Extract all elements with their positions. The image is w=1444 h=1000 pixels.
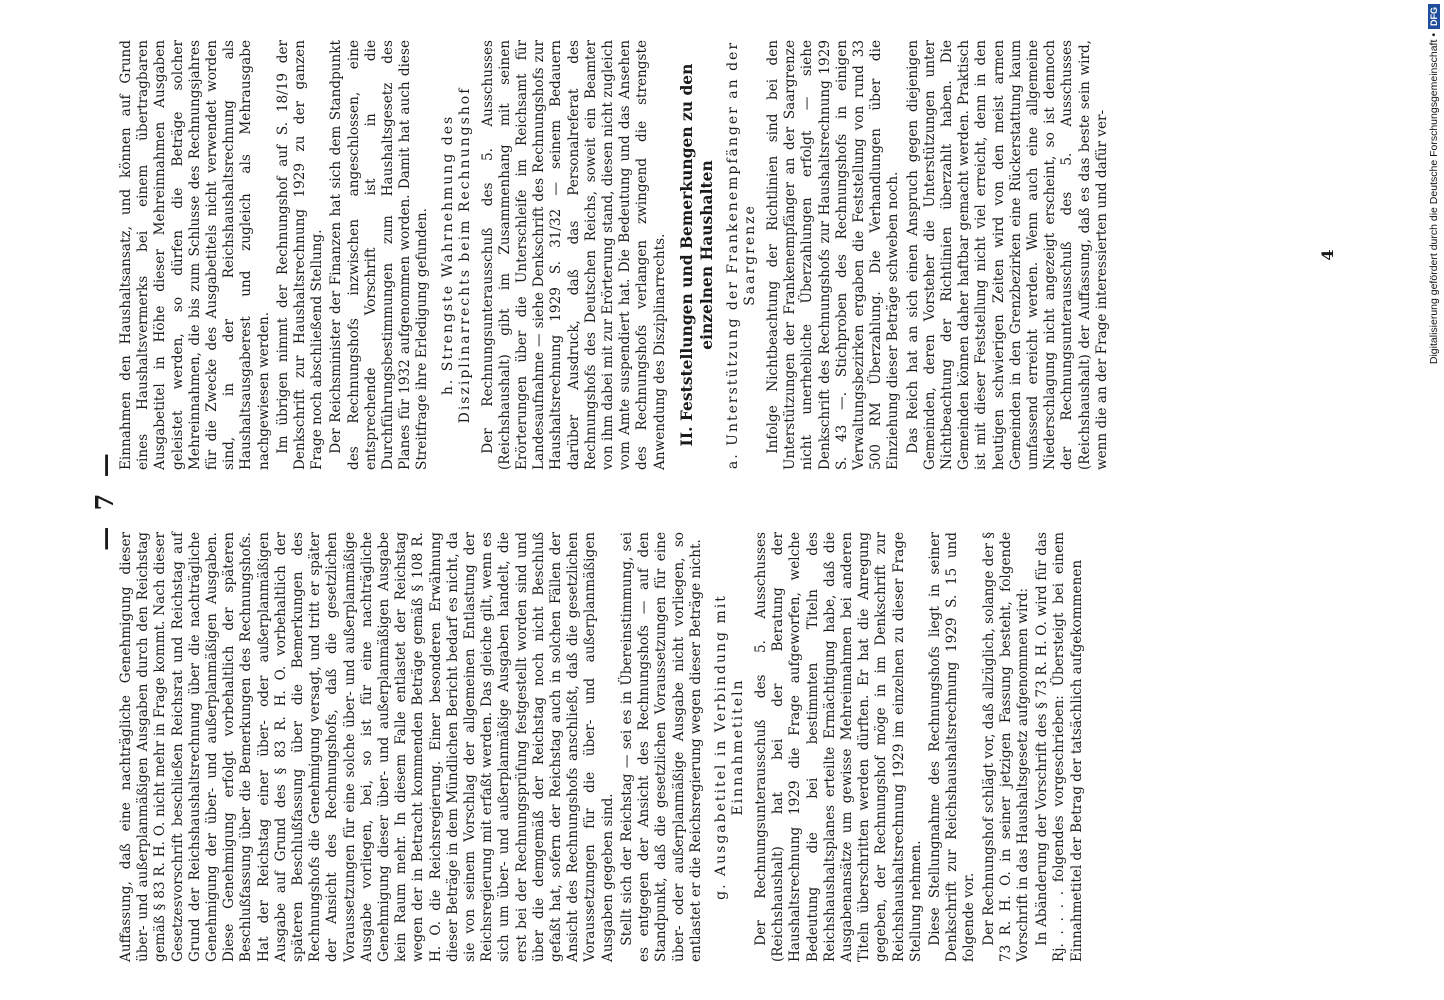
signature-mark: 4 <box>1318 249 1337 261</box>
paragraph: Im übrigen nimmt der Rechnungshof auf S. 18/19 der Denkschrift zur Haushaltsrechnung 1929 zu der ganzen Frage noch abschließend Stellung. <box>274 40 326 470</box>
paragraph: Das Reich hat an sich einen Anspruch gegen diejenigen Gemeinden, deren Vorsteher die Unterstützungen unter Nichtbeachtung der Richtlinien überzahlt haben. Die Gemeinden können daher haftbar gemacht werden. Praktisch ist mit dieser Feststellung nicht viel erreicht, denn in den heutigen schwierigen Zeiten wird von den meist armen Gemeinden in den Grenzbezirken eine Rückerstattung kaum umfassend erreicht werden. Wenn auch eine allgemeine Niederschlagung nicht angezeigt erscheint, so ist dennoch der Rechnungsunterausschuß des 5. Ausschusses (Reichshaushalt) der Auffassung, daß es das beste sein wird, wenn die an der Frage interessierten und dafür ver- <box>904 40 1110 470</box>
section-heading-II: II. Feststellungen und Bemerkungen zu den einzelnen Haushalten <box>676 63 716 447</box>
section-heading-h: h. Strengste Wahrnehmung des Disziplinarrechts beim Rechnungshof <box>439 86 473 424</box>
section-heading-a: a. Unterstützung der Frankenempfänger an der Saargrenze <box>724 40 758 470</box>
paragraph: Diese Stellungnahme des Rechnungshofs liegt in seiner Denkschrift zur Reichshaushaltsrechnung 1929 S. 15 und folgende vor. <box>926 532 978 962</box>
paragraph: Der Rechnungshof schlägt vor, daß allzüglich, solange der § 73 R. H. O. in seiner jetzigen Fassung besteht, folgende Vorschrift in das Haushaltsgesetz aufgenommen wird: <box>980 532 1031 962</box>
paragraph: Der Rechnungsunterausschuß des 5. Ausschusses (Reichshaushalt) hat bei der Beratung der Haushaltsrechnung 1929 die Frage aufgeworfen, welche Bedeutung die bei bestimmten Titeln des Reichshaushaltsplanes erteilte Ermächtigung habe, daß die Ausgabenansätze um gewisse Mehreinnahmen bei anderen Titeln überschritten werden dürften. Er hat die Anregung gegeben, der Rechnungshof möge in im Denkschrift zur Reichshaushaltsrechnung 1929 im einzelnen zu dieser Frage Stellung nehmen. <box>752 532 924 962</box>
paragraph: Stellt sich der Reichstag — sei es in Übereinstimmung, sei es entgegen der Ansicht des Rechnungshofs — auf den Standpunkt, daß die gesetzlichen Voraussetzungen für eine über- oder außerplanmäßige Ausgabe nicht vorliegen, so entlastet er die Reichsregierung wegen dieser Beträge nicht. <box>618 532 704 962</box>
dfg-logo: DFG <box>1428 4 1440 29</box>
rotated-document-page <box>90 30 1360 970</box>
page-number: — 7 — <box>90 449 119 551</box>
credit-text: Digitalisierung gefördert durch die Deutsche Forschungsgemeinschaft • <box>1428 33 1440 365</box>
section-heading-g: g. Ausgabetitel in Verbindung mit Einnahmetiteln <box>712 594 746 900</box>
paragraph: Der Reichsminister der Finanzen hat sich dem Standpunkt des Rechnungshofs inzwischen angeschlossen, eine entsprechende Vorschrift ist in die Durchführungsbestimmungen zum Haushaltsgesetz des Planes für 1932 aufgenommen worden. Damit hat auch diese Streitfrage ihre Erledigung gefunden. <box>328 40 431 470</box>
paragraph: Infolge Nichtbeachtung der Richtlinien sind bei den Unterstützungen der Frankenempfänger an der Saargrenze nicht unerhebliche Überzahlungen erfolgt — siehe Denkschrift des Rechnungshofs zur Haushaltsrechnung 1929 S. 43 —. Stichproben des Rechnungshofs in einigen Verwaltungsbezirken ergaben die Feststellung von rund 33 500 RM Überzahlung. Die Verhandlungen über die Einziehung dieser Beträge schweben noch. <box>764 40 902 470</box>
paragraph: Der Rechnungsunterausschuß des 5. Ausschusses (Reichshaushalt) gibt im Zusammenhang mit seinen Erörterungen über die Unterschleife im Reichsamt für Landesaufnahme — siehe Denkschrift des Rechnungshofs zur Haushaltsrechnung 1929 S. 31/32 — seinem Bedauern darüber Ausdruck, daß das Personalreferat des Rechnungshofs des Deutschen Reichs, soweit ein Beamter von ihm dabei mit zur Erörterung stand, diesen nicht zugleich vom Amte suspendiert hat. Die Bedeutung und das Ansehen des Rechnungshofs verlangen zwingend die strengste Anwendung des Disziplinarrechts. <box>479 40 668 470</box>
paragraph: Einnahmen den Haushaltsansatz, und können auf Grund eines Haushaltsvermerks bei einem übertragbaren Ausgabetitel in Höhe dieser Mehreinnahmen Ausgaben geleistet werden, so dürfen die Beträge solcher Mehreinnahmen, die bis zum Schlusse des Rechnungsjahres für die Zwecke des Ausgabetitels nicht verwendet worden sind, in der Reichshaushaltsrechnung als Haushaltsausgaberest und zugleich als Mehrausgabe nachgewiesen werden. <box>118 40 272 470</box>
paragraph: In Abänderung der Vorschrift des § 73 R. H. O. wird für das Rj. . . . . folgendes vorgeschrieben: Übersteigt bei einem Einnahmetitel der Betrag der tatsächlich aufgekommenen <box>1034 532 1085 962</box>
left-text-column <box>118 532 1088 962</box>
paragraph: Auffassung, daß eine nachträgliche Genehmigung dieser über- und außerplanmäßigen Ausgaben durch den Reichstag gemäß § 83 R. H. O. nicht mehr in Frage kommt. Nach dieser Gesetzesvorschrift beschließen Reichsrat und Reichstag auf Grund der Reichshaushaltsrechnung über die nachträgliche Genehmigung der über- und außerplanmäßigen Ausgaben. Diese Genehmigung erfolgt vorbehaltlich der späteren Beschlußfassung über die Bemerkungen des Rechnungshofs. Hat der Reichstag einer über- oder außerplanmäßigen Ausgabe auf Grund des § 83 R. H. O. vorbehaltlich der späteren Beschlußfassung über die Bemerkungen des Rechnungshofs die Genehmigung versagt, und tritt er später der Ansicht des Rechnungshofs, daß die gesetzlichen Voraussetzungen für eine solche über- und außerplanmäßige Ausgabe vorliegen, bei, so ist für eine nachträgliche Genehmigung dieser über- und außerplanmäßigen Ausgabe kein Raum mehr. In diesem Falle entlastet der Reichstag wegen der in Betracht kommenden Beträge gemäß § 108 R. H. O. die Reichsregierung. Einer besonderen Erwähnung dieser Beträge in dem Mündlichen Bericht bedarf es nicht, da sie von seinem Vorschlag der allgemeinen Entlastung der Reichsregierung mit erfaßt werden. Das gleiche gilt, wenn es sich um über- und außerplanmäßige Ausgaben handelt, die erst bei der Rechnungsprüfung festgestellt worden sind und über die demgemäß der Reichstag noch nicht Beschluß gefaßt hat, sofern der Reichstag auch in solchen Fällen der Ansicht des Rechnungshofs anschließt, daß die gesetzlichen Voraussetzungen für die über- und außerplanmäßigen Ausgaben gegeben sind. <box>118 532 616 962</box>
right-text-column <box>118 40 1113 470</box>
digitization-credit <box>1424 4 1444 994</box>
